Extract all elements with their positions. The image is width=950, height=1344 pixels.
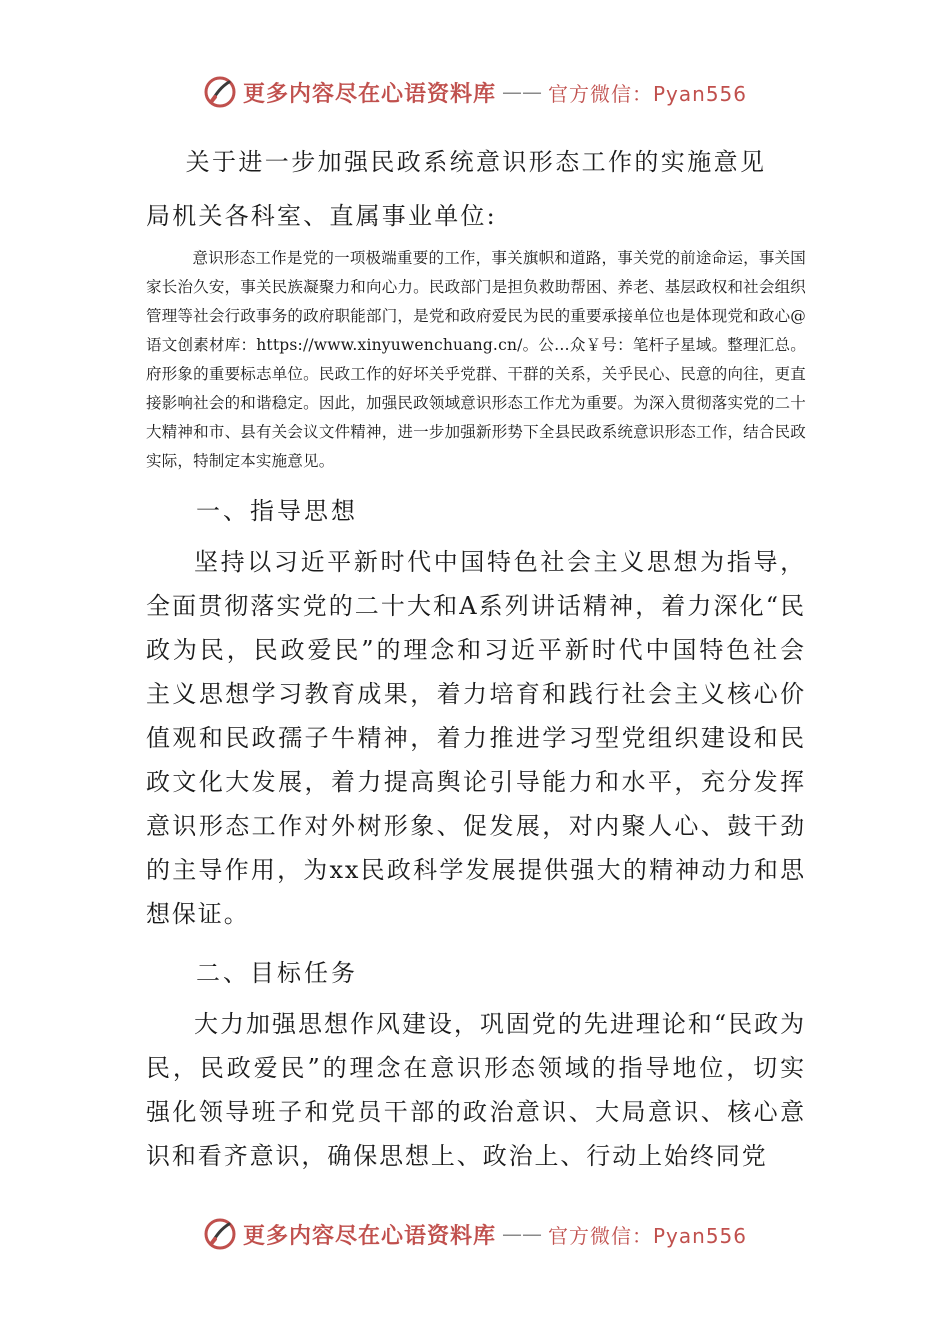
watermark-dash: —— [502,80,542,104]
watermark-main-text: 更多内容尽在心语资料库 [242,80,496,107]
intro-paragraph: 意识形态工作是党的一项极端重要的工作，事关旗帜和道路，事关党的前途命运，事关国家长治久安，事关民族凝聚力和向心力。民政部门是担负救助帮困、养老、基层政权和社会组织管理等社会行政事务的政府职能部门，是党和政府爱民为民的重要承接单位也是体现党和政心@语文创素材库：https://www.xinyuwenchuang.cn/。公…众￥号：笔杆子星域。整理汇总。府形象的重要标志单位。民政工作的好坏关乎党群、干群的关系，关乎民心、民意的向往，更直接影响社会的和谐稳定。因此，加强民政领域意识形态工作尤为重要。为深入贯彻落实党的二十大精神和市、县有关会议文件精神，进一步加强新形势下全县民政系统意识形态工作，结合民政实际，特制定本实施意见。 [146,249,806,470]
salutation: 局机关各科室、直属事业单位: [146,202,497,230]
section-heading-goals-tasks: 二、目标任务 [196,959,358,987]
watermark-wechat-text: 官方微信：Pyan556 [548,1223,748,1248]
watermark-main-text: 更多内容尽在心语资料库 [242,1222,496,1249]
document-page [146,140,806,1178]
document-title: 关于进一步加强民政系统意识形态工作的实施意见 [185,148,767,176]
section-body-goals-tasks: 大力加强思想作风建设，巩固党的先进理论和“民政为民，民政爱民”的理念在意识形态领域的指导地位，切实强化领导班子和党员干部的政治意识、大局意识、核心意识和看齐意识，确保思想上、政治上、行动上始终同党 [146,1010,806,1170]
watermark-banner-bottom [0,1214,950,1254]
brush-logo-icon [203,75,237,109]
brush-logo-icon [203,1217,237,1251]
watermark-dash: —— [502,1222,542,1246]
watermark-wechat-text: 官方微信：Pyan556 [548,81,748,106]
section-body-guiding-ideology: 坚持以习近平新时代中国特色社会主义思想为指导，全面贯彻落实党的二十大和A系列讲话精神，着力深化“民政为民，民政爱民”的理念和习近平新时代中国特色社会主义思想学习教育成果，着力培育和践行社会主义核心价值观和民政孺子牛精神，着力推进学习型党组织建设和民政文化大发展，着力提高舆论引导能力和水平，充分发挥意识形态工作对外树形象、促发展，对内聚人心、鼓干劲的主导作用，为xx民政科学发展提供强大的精神动力和思想保证。 [146,548,806,928]
section-heading-guiding-ideology: 一、指导思想 [196,497,358,525]
watermark-banner-top [0,72,950,112]
